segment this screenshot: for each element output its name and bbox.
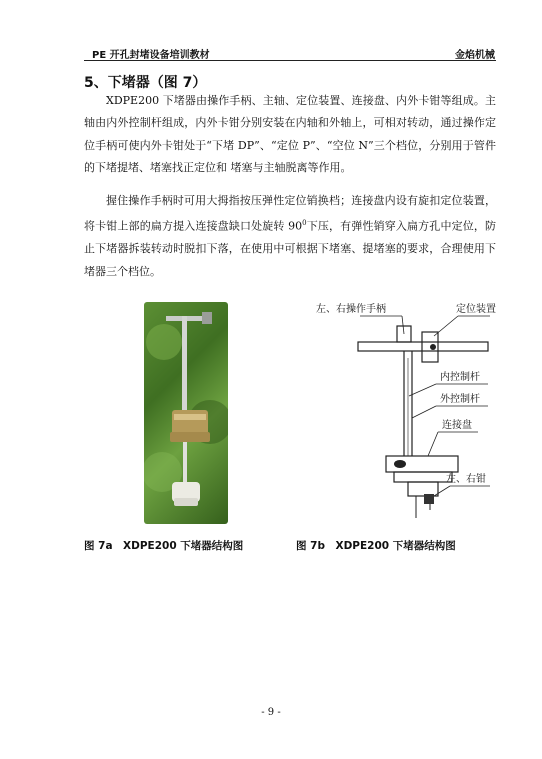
label-outer-rod: 外控制杆 [440,394,480,405]
header-company: 金焰机械 [455,50,495,61]
degree-superscript: 0 [302,219,307,228]
label-clamp: 左、右钳 [446,474,486,485]
caption-7a: 图 7a XDPE200 下堵器结构图 [84,540,244,552]
clamp-base [394,472,452,482]
label-handle: 左、右操作手柄 [316,304,386,315]
header-rule [84,60,496,61]
paragraph-1 [84,90,496,179]
plug-setter-photo-drawing [144,302,228,524]
paragraph-1-text: XDPE200 下堵器由操作手柄、主轴、定位装置、连接盘、内外卡钳等组成。主轴由内外控制杆组成，内外卡钳分别安装在内轴和外轴上，可相对转动，通过操作定位手柄可使内外卡钳处于“下堵 DP”、“定位 P”、“空位 N”三个档位，分别用于管件的下堵提堵、堵塞找正定位和 堵塞与主轴脱离等作用。 [84,94,496,174]
plug-setter-photo [144,302,228,524]
plug-setter-diagram [300,296,510,528]
section-heading: 5、下堵器（图 7） [84,75,207,91]
paragraph-2-part-b: 下压，有弹性销穿入扁方孔中定位，防止下堵器拆装转动时脱扣下落，在使用中可根据下堵塞、提堵塞的要求，合理使用下堵器三个档位。 [84,219,496,278]
paragraph-2-text [84,190,496,283]
label-inner-rod: 内控制杆 [440,372,480,383]
label-positioning: 定位装置 [456,304,496,315]
page-number: - 9 - [261,707,281,718]
label-connector: 连接盘 [442,420,472,431]
handle-bar [358,342,488,351]
paragraph-2 [84,190,496,283]
caption-7b: 图 7b XDPE200 下堵器结构图 [296,540,456,552]
header-title: PE 开孔封堵设备培训教材 [92,50,210,61]
paragraph-2-part-a: 握住操作手柄时可用大拇指按压弹性定位销换档；连接盘内设有旋扣定位装置，将卡钳上部的扁方提入连接盘缺口处旋转 90 [84,194,496,233]
